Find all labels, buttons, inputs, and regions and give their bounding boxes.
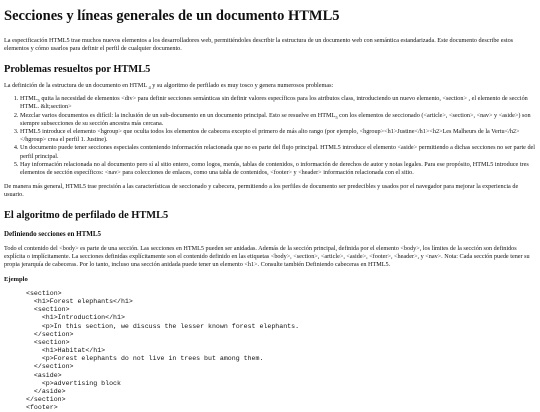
example-label: Ejemplo: [4, 276, 28, 284]
problems-lead-text: La definición de la estructura de un documento en HTML: [4, 82, 149, 89]
page-title: Secciones y líneas generales de un documento HTML5: [4, 8, 340, 24]
list-item: 3. HTML5 introduce el elemento <hgroup> que oculta todos los elementos de cabecera excepto el primero de más alto rango (por ejemplo, <hgroup><h1>Justine</h1><h2>Les Malheurs de la Vertu</h2></hgroup> crea el perfil 1. Justine).: [20, 128, 536, 144]
intro-paragraph: La especificación HTML5 trae muchos nuevos elementos a los desarrolladores web, permitiéndoles describir la estructura de un documento web con semántica estandarizada. Este documento describe estos elementos y cómo usarlos para definir el perfil de cualquier documento.: [4, 36, 514, 52]
list-item: 4. Un documento puede tener secciones especiales conteniendo información relacionada que no es parte del flujo principal. HTML5 introduce el elemento <aside> permitiendo a dichas secciones no ser parte del perfil principal.: [20, 144, 536, 160]
sections-subheading: Definiendo secciones en HTML5: [4, 230, 102, 239]
problems-lead-sub: 4: [148, 85, 151, 91]
list-item: 1. $HTML_5$ quita la necesidad de elementos <div> para definir secciones semánticas sin definir valores específicos para los atributos class, introduciendo un nuevo elemento, <section> , el elemento de sección HTML. &lt;section>: [20, 95, 536, 111]
problems-heading: Problemas resueltos por HTML5: [4, 64, 151, 76]
algorithm-heading: El algoritmo de perfilado de HTML5: [4, 210, 169, 222]
list-item: 5. Hay información relacionada no al documento pero sí al sitio entero, como logos, menús, tablas de contenidos, o información de derechos de autor y notas legales. Para ese propósito, HTML5 introduce tres elementos de sección específicos: <nav> para colecciones de enlaces, como una tabla de contenidos, <footer> y <header> información relacionada con el sitio.: [20, 161, 536, 177]
problems-list: [4, 95, 536, 177]
problems-summary: De manera más general, HTML5 trae precisión a las características de seccionado y cabecera, permitiendo a los perfiles de documento ser predecibles y usados por el navegador para mejorar la experiencia de usuario.: [4, 183, 519, 199]
problems-lead-text-end: y su algoritmo de perfilado es muy tosco y genera numerosos problemas:: [150, 82, 334, 89]
sections-paragraph: Todo el contenido del <body> es parte de una sección. Las secciones en HTML5 pueden ser anidadas. Además de la sección principal, definida por el elemento <body>, los límites de la sección son definidos explícita o implícitamente. La secciones definidas explícitamente son el contenido definido en las etiquetas <body>, <section>, <article>, <aside>, <footer>, <header>, y <nav>. Nota: Cada sección puede tener su propia jerarquía de cabeceras. Por lo tanto, incluso una sección anidada puede tener un elemento <h1>. Consulte también Definiendo cabeceras en HTML5.: [4, 244, 530, 268]
problems-lead: [4, 82, 536, 90]
list-item: 2. Mezclar varios documentos es difícil: la inclusión de un sub-documento en un documento principal. Esto se resuelve en $HTML_5$ con los elementos de seccionado (<article>, <section>, <nav> y <aside>) son siempre subsecciones de su sección ancestra más cercana.: [20, 112, 536, 128]
code-example: <section> <h1>Forest elephants</h1> <section> <h1>Introduction</h1> <p>In this section, we discuss the lesser known forest elephants. </section> <section> <h1>Habitat</h1> <p>Forest elephants do not live in trees but among them. </section> <aside> <p>advertising block </aside> </section> <footer>: [26, 289, 300, 412]
